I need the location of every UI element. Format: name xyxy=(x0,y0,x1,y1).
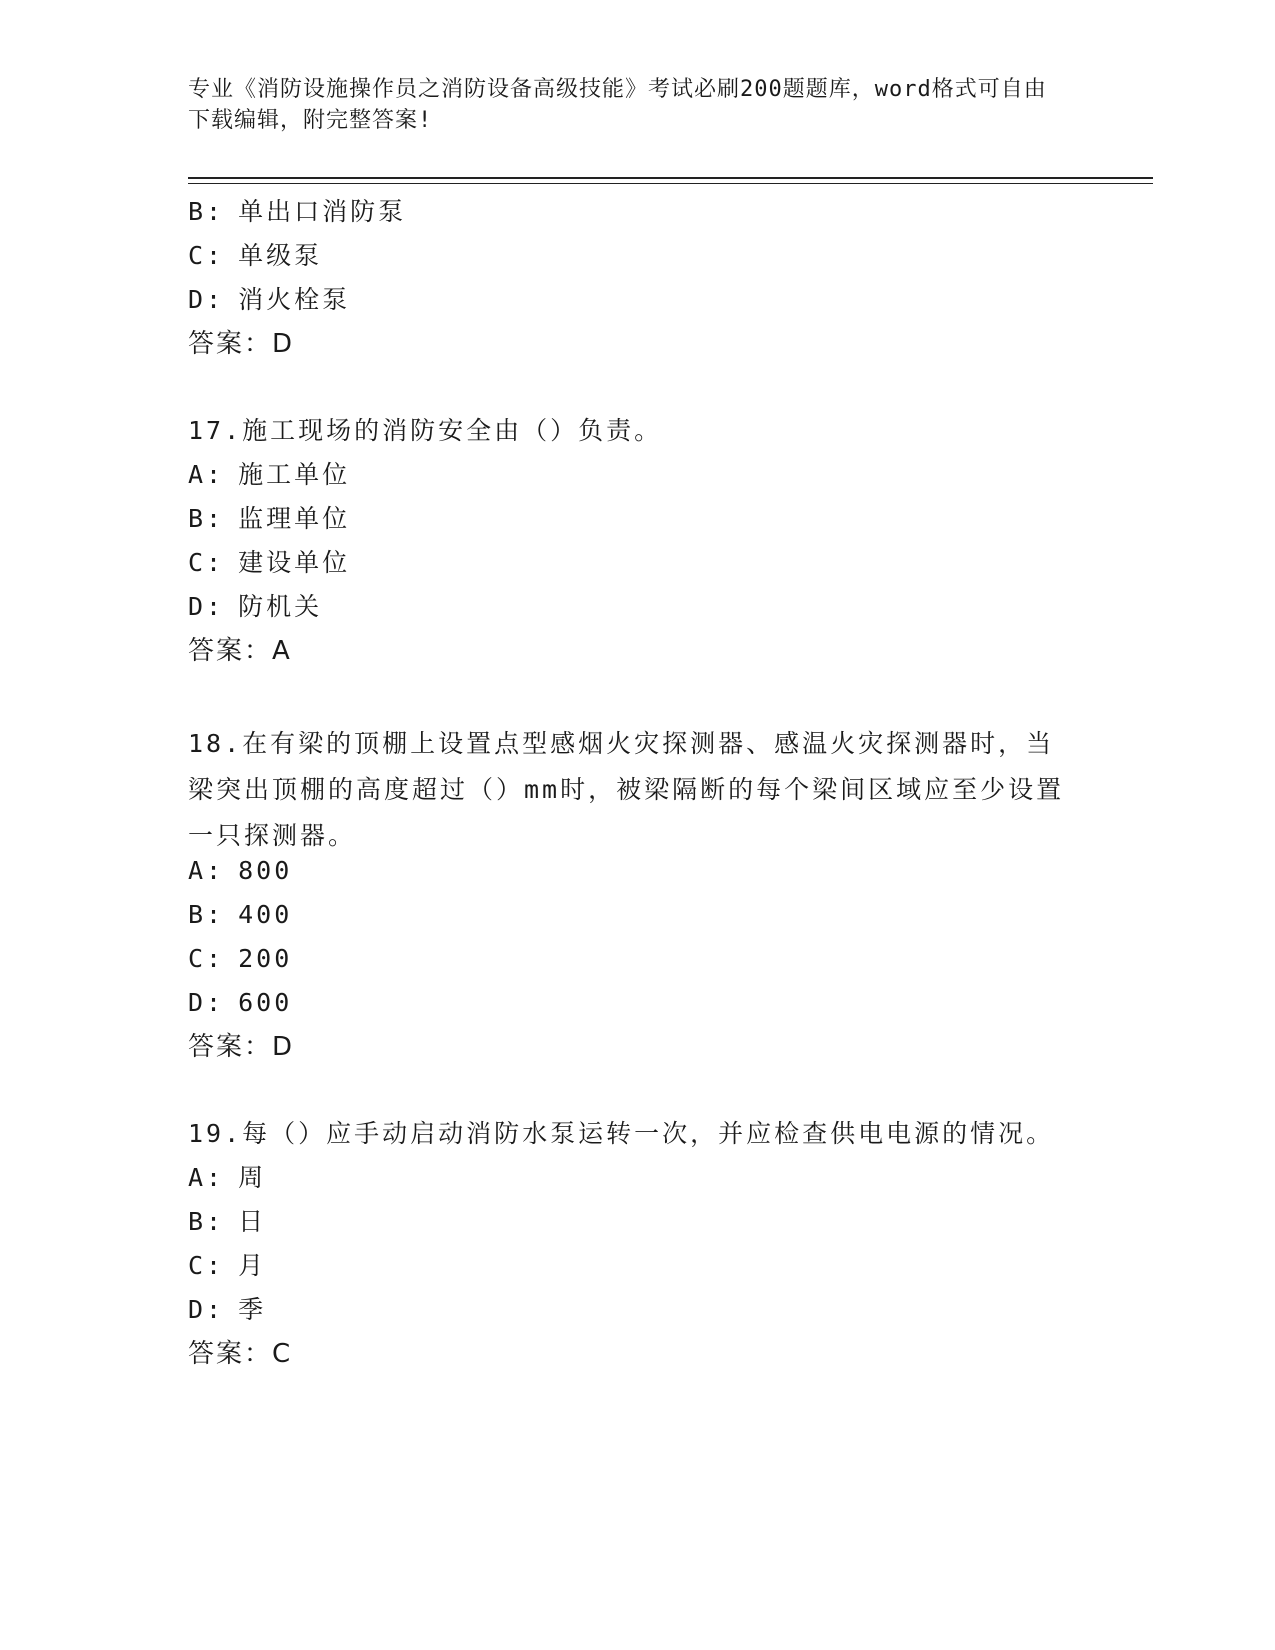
option-line xyxy=(188,944,292,974)
header-divider-thick xyxy=(188,177,1153,179)
option-line xyxy=(188,1295,266,1325)
answer-line: 答案：A xyxy=(188,636,292,666)
option-line xyxy=(188,285,350,315)
option-text: 消火栓泵 xyxy=(238,285,351,314)
option-text: 日 xyxy=(238,1207,267,1236)
question-text: 18.在有梁的顶棚上设置点型感烟火灾探测器、感温火灾探测器时，当梁突出顶棚的高度超过（）mm时，被梁隔断的每个梁间区域应至少设置一只探测器。 xyxy=(188,729,1065,850)
option-text: 单级泵 xyxy=(238,241,323,270)
option-text: 200 xyxy=(238,944,293,973)
option-key: B: xyxy=(188,504,225,533)
option-text: 季 xyxy=(238,1295,267,1324)
option-line xyxy=(188,1207,266,1237)
option-line xyxy=(188,504,350,534)
option-text: 800 xyxy=(238,856,293,885)
option-line xyxy=(188,241,322,271)
answer-line: 答案：D xyxy=(188,329,295,359)
option-key: A: xyxy=(188,1163,225,1192)
option-line xyxy=(188,1163,266,1193)
option-key: C: xyxy=(188,944,225,973)
option-key: B: xyxy=(188,197,225,226)
option-text: 400 xyxy=(238,900,293,929)
option-key: C: xyxy=(188,241,225,270)
option-key: C: xyxy=(188,1251,225,1280)
question-text: 19.每（）应手动启动消防水泵运转一次，并应检查供电电源的情况。 xyxy=(188,1119,1055,1148)
document-header: 专业《消防设施操作员之消防设备高级技能》考试必刷200题题库，word格式可自由下载编辑，附完整答案! xyxy=(188,77,1047,133)
option-key: D: xyxy=(188,285,225,314)
header-divider-thin xyxy=(188,183,1153,184)
option-line xyxy=(188,592,322,622)
option-line xyxy=(188,460,350,490)
option-key: D: xyxy=(188,1295,225,1324)
option-key: A: xyxy=(188,460,225,489)
option-key: C: xyxy=(188,548,225,577)
answer-line: 答案：C xyxy=(188,1339,293,1369)
option-text: 单出口消防泵 xyxy=(238,197,407,226)
option-key: D: xyxy=(188,592,225,621)
option-key: D: xyxy=(188,988,225,1017)
option-line xyxy=(188,197,406,227)
option-key: A: xyxy=(188,856,225,885)
option-text: 防机关 xyxy=(238,592,323,621)
question-text: 17.施工现场的消防安全由（）负责。 xyxy=(188,416,663,445)
option-line xyxy=(188,856,292,886)
option-text: 建设单位 xyxy=(238,548,351,577)
option-line xyxy=(188,900,292,930)
option-line xyxy=(188,1251,266,1281)
option-line xyxy=(188,548,350,578)
option-text: 周 xyxy=(238,1163,267,1192)
option-text: 月 xyxy=(238,1251,267,1280)
option-line xyxy=(188,988,292,1018)
option-text: 施工单位 xyxy=(238,460,351,489)
option-key: B: xyxy=(188,1207,225,1236)
answer-line: 答案：D xyxy=(188,1032,295,1062)
option-key: B: xyxy=(188,900,225,929)
option-text: 监理单位 xyxy=(238,504,351,533)
option-text: 600 xyxy=(238,988,293,1017)
